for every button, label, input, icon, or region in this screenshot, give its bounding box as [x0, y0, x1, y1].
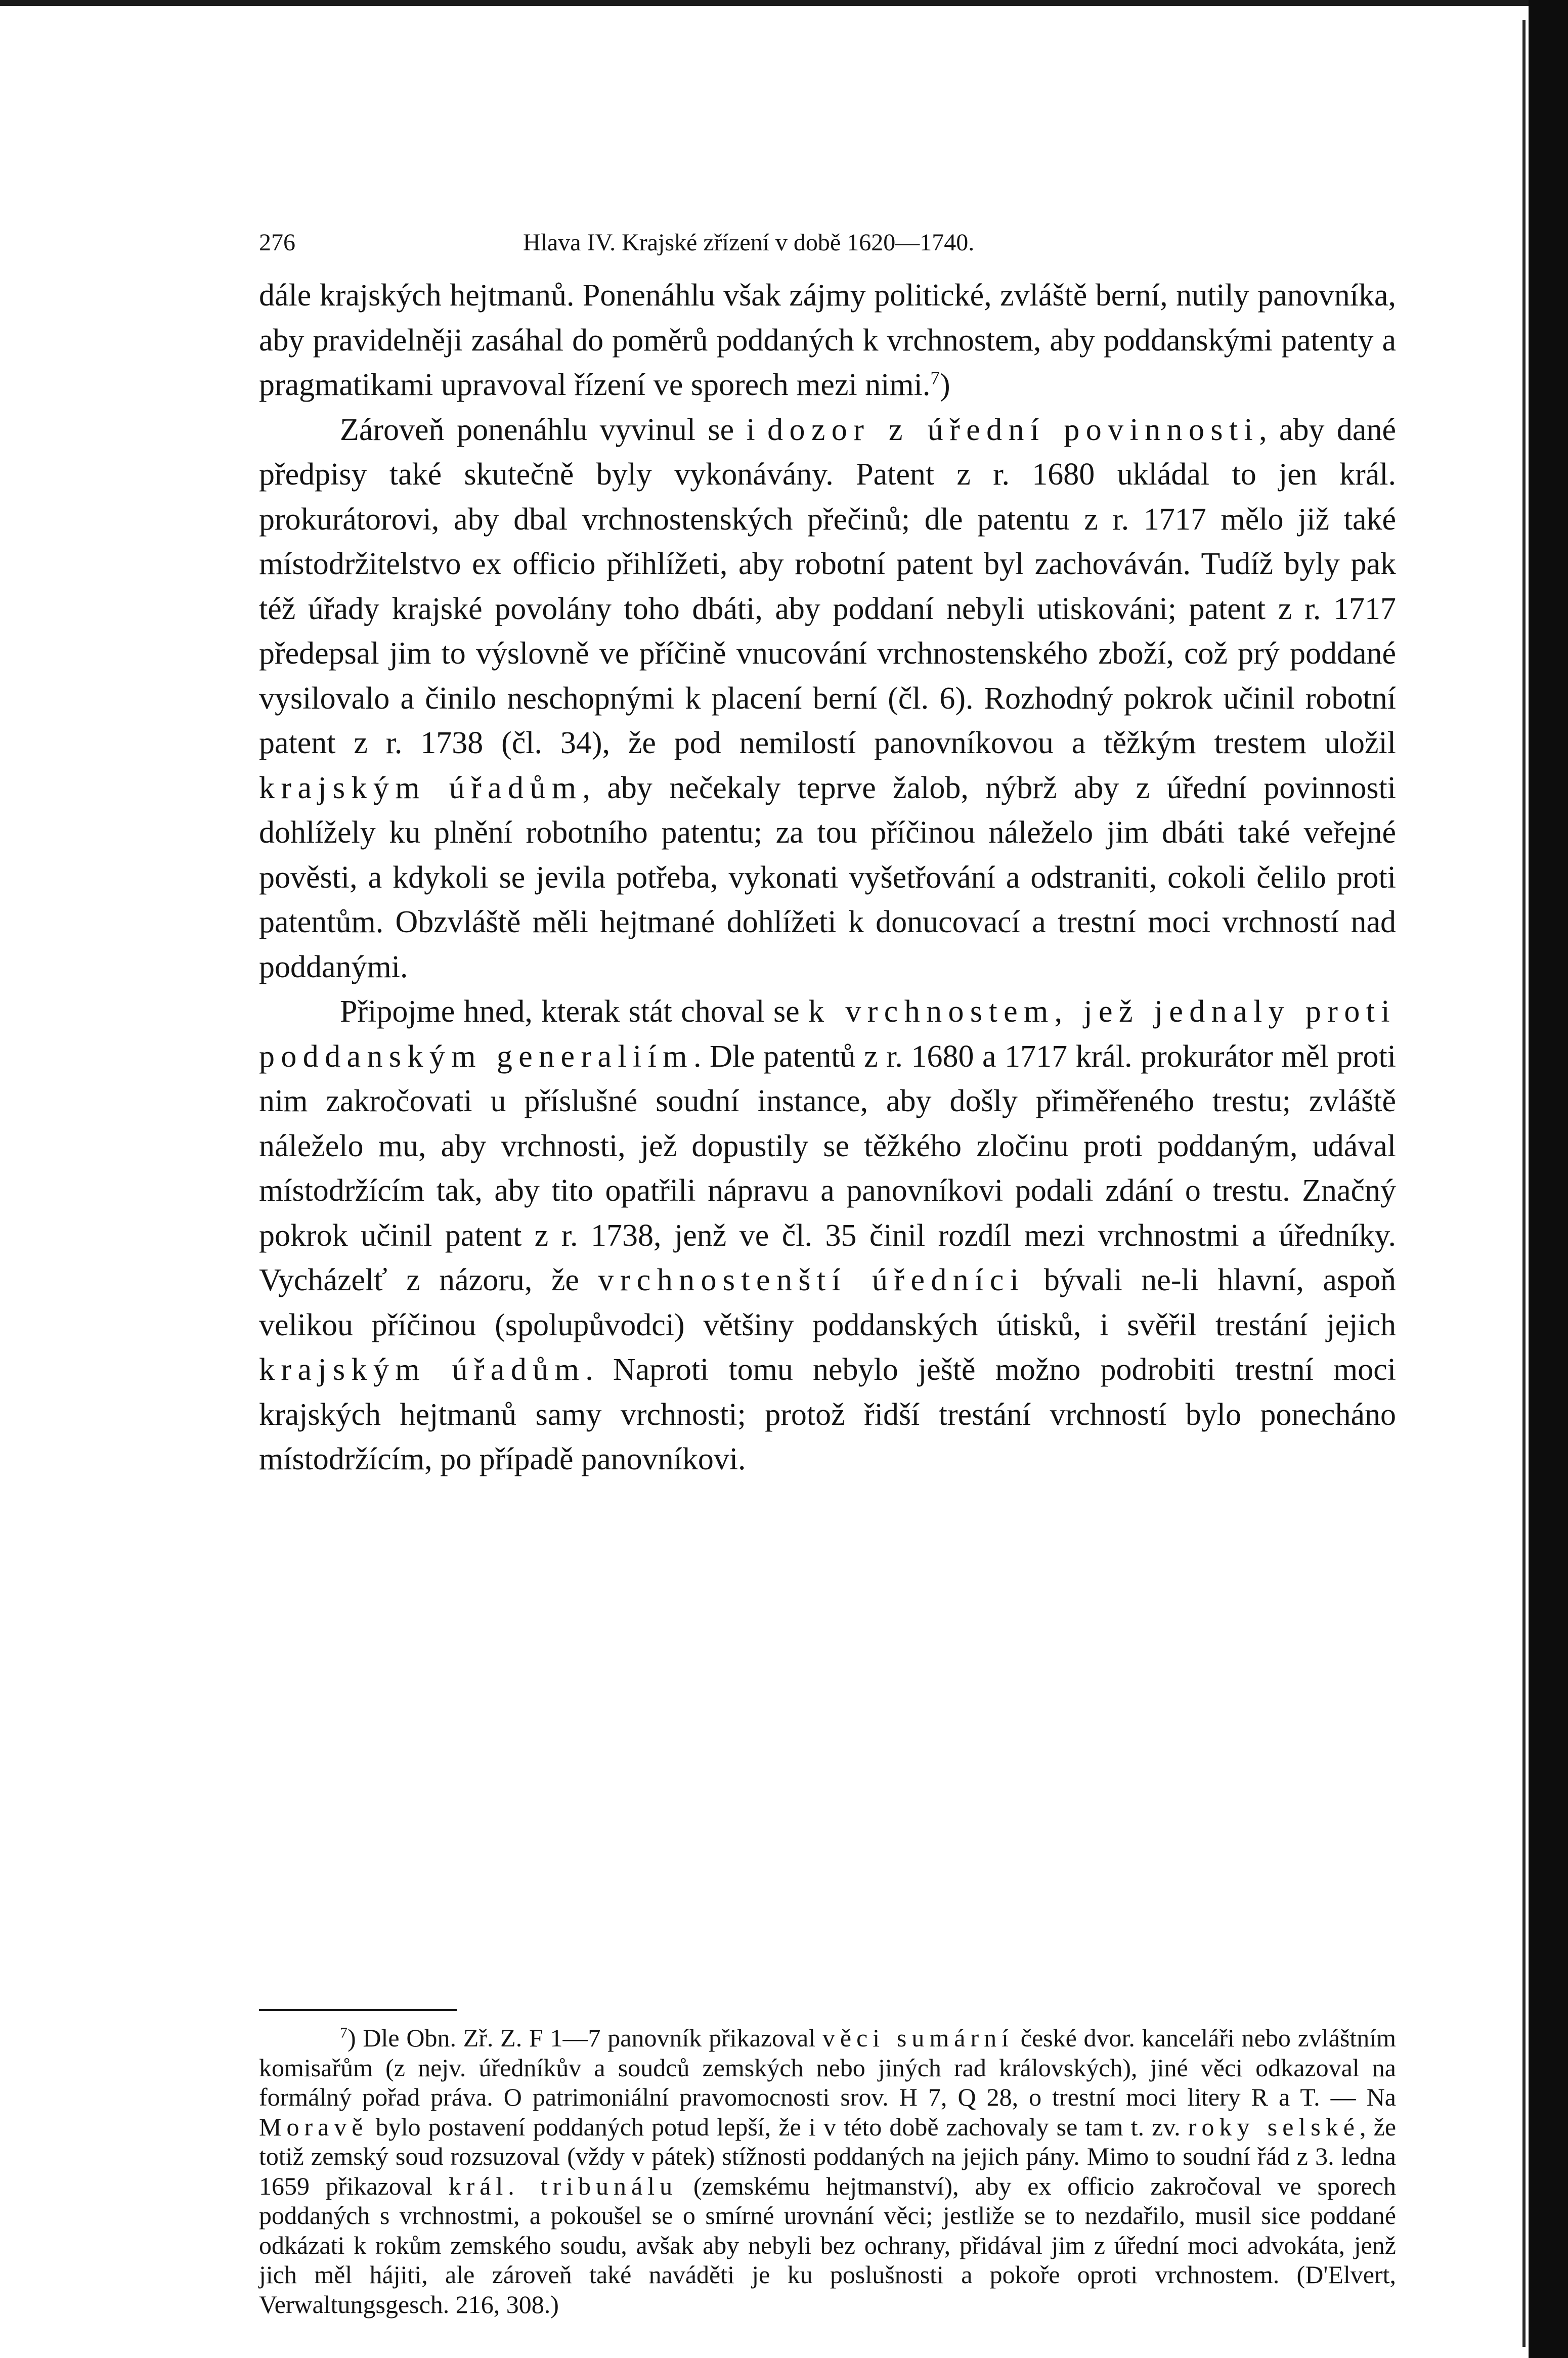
- paragraph-2-text: Zároveň ponenáhlu vyvinul se i: [340, 412, 768, 447]
- footnote-text: ) Dle Obn. Zř. Z. F 1—7 panovník přikazoval: [347, 2024, 822, 2052]
- running-header: [259, 223, 1230, 263]
- footnote-text: (zemskému hejtmanství), aby ex officio zakročoval ve sporech poddaných s vrchnostmi, a pokoušel se o smírné urovnání věci; jestliže se to nezdařilo, musil sice poddané odkázati k rokům zemského soudu, avšak aby nebyli bez ochrany, přidával jim z úřední moci advokáta, jenž jich měl hájiti, ale zároveň také naváděti je ku poslušnosti a pokoře oproti vrchnostem. (D'Elvert, Verwaltungsgesch. 216, 308.): [259, 2171, 1396, 2319]
- scan-border-top: [0, 0, 1568, 6]
- page-number: 276: [259, 229, 295, 256]
- paragraph-3-text: bývali ne-li hlavní, aspoň velikou příčinou (spolupůvodci) většiny poddanských útisků, i svěřil trestání jejich: [259, 1263, 1396, 1342]
- scan-edge-right: [1522, 20, 1526, 2347]
- paragraph-2: [259, 408, 1396, 990]
- footnote-7: [259, 2023, 1396, 2319]
- paragraph-3: [259, 989, 1396, 1482]
- footnote-mark: 7: [340, 2024, 347, 2041]
- emphasis-spaced: věci sumární: [822, 2024, 1014, 2052]
- paragraph-1-text: dále krajských hejtmanů. Ponenáhlu však zájmy politické, zvláště berní, nutily panovníka, aby pravidelněji zasáhal do poměrů poddaných k vrchnostem, aby poddanskými patenty a pragmatikami upravoval řízení ve sporech mezi nimi.: [259, 278, 1396, 402]
- footnote-text: české dvor. kanceláři nebo zvláštním komisařům (z nejv. úředníkův a soudců zemských nebo jiných rad královských), jiné věci odkazoval na formálný pořad práva. O patrimoniální pravomocnosti srov. H 7, Q 28, o trestní moci litery R a T. — Na: [259, 2024, 1396, 2111]
- emphasis-spaced: roky selské: [1188, 2112, 1360, 2141]
- emphasis-spaced: krajským úřadům: [259, 770, 583, 805]
- body-text: [259, 273, 1396, 1482]
- emphasis-spaced: král. tribunálu: [448, 2171, 678, 2200]
- footnote-rule: [259, 2009, 457, 2011]
- paragraph-1: [259, 273, 1396, 408]
- emphasis-spaced: dozor z úřední povinnosti: [767, 412, 1259, 447]
- emphasis-spaced: krajským úřadům: [259, 1352, 586, 1387]
- footnote-text: bylo postavení poddaných potud lepší, že i v této době zachovaly se tam t. zv.: [368, 2112, 1188, 2141]
- paragraph-3-text: . Dle patentů z r. 1680 a 1717 král. prokurátor měl proti nim zakročovati u příslušné soudní instance, aby došly přiměřeného trestu; zvláště náleželo mu, aby vrchnosti, jež dopustily se těžkého zločinu proti poddaným, udával místodržícím tak, aby tito opatřili nápravu a panovníkovi podali zdání o trestu. Značný pokrok učinil patent z r. 1738, jenž ve čl. 35 činil rozdíl mezi vrchnostmi a úředníky. Vycházelť z názoru, že: [259, 1039, 1396, 1297]
- paragraph-3-text: . Naproti tomu nebylo ještě možno podrobiti trestní moci krajských hejtmanů samy vrchnosti; protož řidší trestání vrchností bylo ponecháno místodržícím, po případě panovníkovi.: [259, 1352, 1396, 1476]
- scan-border-right: [1529, 0, 1568, 2358]
- footnote-ref: 7: [930, 368, 940, 389]
- footnote-text: , že totiž zemský soud rozsuzoval (vždy v pátek) stížnosti poddaných na jejich pány. Mimo to soudní řád z 3. ledna 1659 přikazoval: [259, 2112, 1397, 2200]
- paragraph-2-text: , aby dané předpisy také skutečně byly vykonávány. Patent z r. 1680 ukládal to jen král. prokurátorovi, aby dbal vrchnostenských přečinů; dle patentu z r. 1717 mělo již také místodržitelstvo ex officio přihlížeti, aby robotní patent byl zachováván. Tudíž byly pak též úřady krajské povolány toho dbáti, aby poddaní nebyli utiskováni; patent z r. 1717 předepsal jim to výslovně ve příčině vnucování vrchnostenského zboží, což prý poddané vysilovalo a činilo neschopnými k placení berní (čl. 6). Rozhodný pokrok učinil robotní patent z r. 1738 (čl. 34), že pod nemilostí panovníkovou a těžkým trestem uložil: [259, 412, 1396, 760]
- emphasis-spaced: Moravě: [259, 2112, 368, 2141]
- running-title: Hlava IV. Krajské zřízení v době 1620—1740.: [523, 229, 975, 256]
- paragraph-2-text: , aby nečekaly teprve žalob, nýbrž aby z úřední povinnosti dohlížely ku plnění robotního patentu; za tou příčinou náleželo jim dbáti také veřejné pověsti, a kdykoli se jevila potřeba, vykonati vyšetřování a odstraniti, cokoli čelilo proti patentům. Obzvláště měli hejtmané dohlížeti k donucovací a trestní moci vrchností nad poddanými.: [259, 770, 1396, 984]
- emphasis-spaced: vrchnostenští úředníci: [598, 1263, 1025, 1297]
- paragraph-3-text: Připojme hned, kterak stát choval se: [340, 994, 809, 1029]
- emphasis-spaced: k vrchnostem, jež jednaly proti poddanským generaliím: [259, 994, 1396, 1074]
- footnote-ref-paren: ): [939, 368, 950, 402]
